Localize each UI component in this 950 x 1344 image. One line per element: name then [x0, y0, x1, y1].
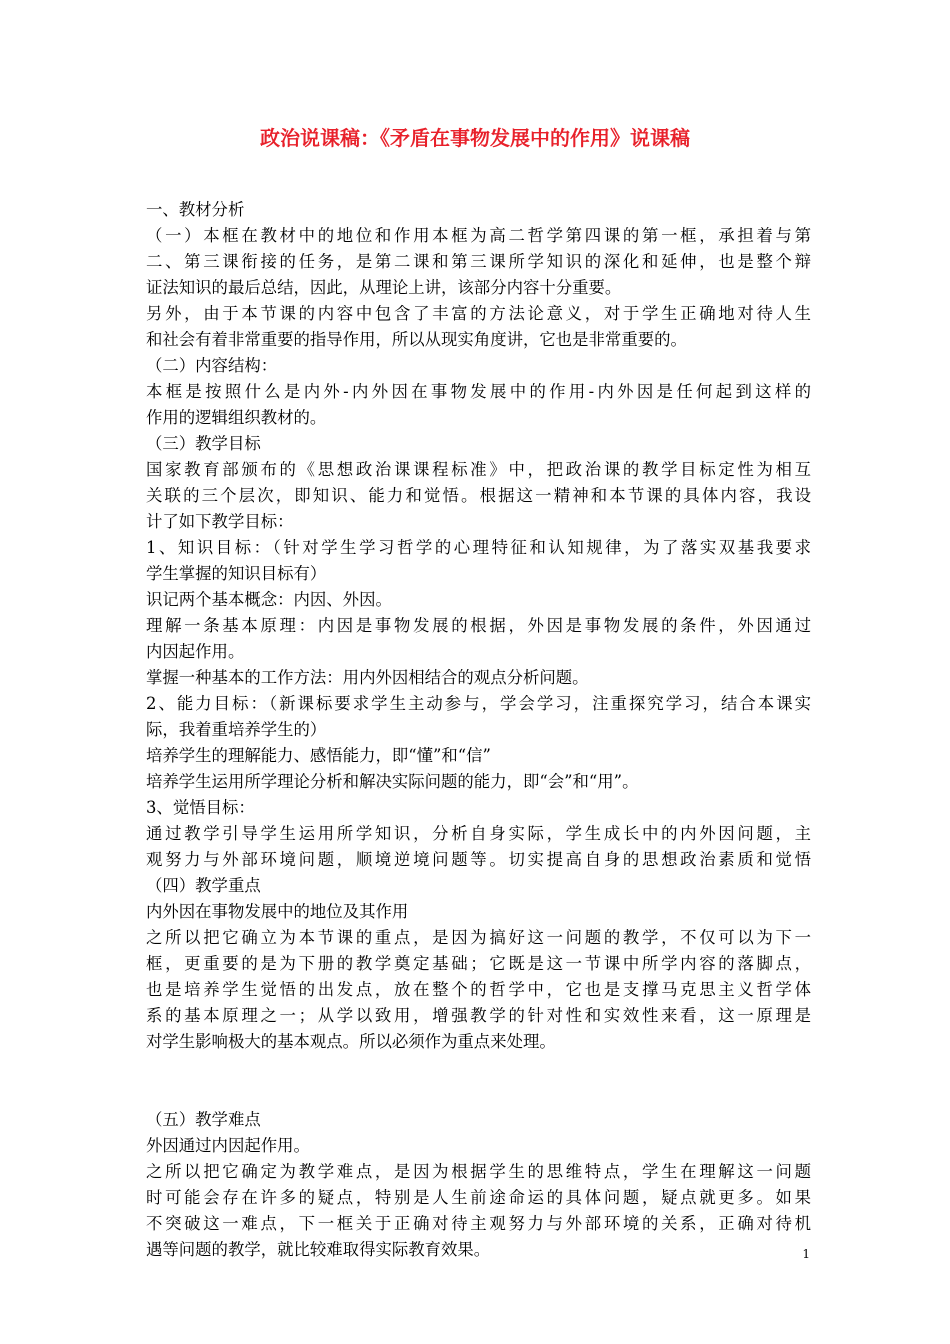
text-line: （三）教学目标	[146, 434, 261, 453]
text-line: 之所以把它确定为教学难点，是因为根据学生的思维特点，学生在理解这一问题	[146, 1162, 811, 1181]
text-line: 外因通过内因起作用。	[146, 1136, 310, 1155]
text-line: 培养学生的理解能力、感悟能力，即“懂”和“信”	[146, 746, 491, 765]
document-title: 政治说课稿：《矛盾在事物发展中的作用》说课稿	[260, 126, 690, 150]
text-line: 和社会有着非常重要的指导作用，所以从现实角度讲，它也是非常重要的。	[146, 330, 687, 349]
text-line: 之所以把它确立为本节课的重点，是因为搞好这一问题的教学，不仅可以为下一	[146, 928, 811, 947]
text-line: 内因起作用。	[146, 642, 245, 661]
body-section-main	[146, 197, 811, 1055]
text-line: （四）教学重点	[146, 876, 261, 895]
text-line: 2、能力目标：（新课标要求学生主动参与，学会学习，注重探究学习，结合本课实	[146, 694, 811, 713]
text-line: 另外，由于本节课的内容中包含了丰富的方法论意义，对于学生正确地对待人生	[146, 304, 811, 323]
text-line: 学生掌握的知识目标有）	[146, 564, 327, 583]
text-line: 一、教材分析	[146, 200, 245, 219]
text-line: 掌握一种基本的工作方法：用内外因相结合的观点分析问题。	[146, 668, 589, 687]
text-line: 对学生影响极大的基本观点。所以必须作为重点来处理。	[146, 1032, 556, 1051]
text-line: 本框是按照什么是内外-内外因在事物发展中的作用-内外因是任何起到这样的	[146, 382, 811, 401]
text-line: 框，更重要的是为下册的教学奠定基础；它既是这一节课中所学内容的落脚点，	[146, 954, 811, 973]
text-line: 国家教育部颁布的《思想政治课课程标准》中，把政治课的教学目标定性为相互	[146, 460, 811, 479]
text-line: 系的基本原理之一；从学以致用，增强教学的针对性和实效性来看，这一原理是	[146, 1006, 811, 1025]
text-line: 不突破这一难点，下一框关于正确对待主观努力与外部环境的关系，正确对待机	[146, 1214, 811, 1233]
text-line: 理解一条基本原理：内因是事物发展的根据，外因是事物发展的条件，外因通过	[146, 616, 811, 635]
text-line: 观努力与外部环境问题，顺境逆境问题等。切实提高自身的思想政治素质和觉悟	[146, 850, 811, 869]
text-line: 关联的三个层次，即知识、能力和觉悟。根据这一精神和本节课的具体内容，我设	[146, 486, 811, 505]
text-line: 二、第三课衔接的任务，是第二课和第三课所学知识的深化和延伸，也是整个辩	[146, 252, 811, 271]
text-line: 计了如下教学目标：	[146, 512, 294, 531]
text-line: （一）本框在教材中的地位和作用本框为高二哲学第四课的第一框，承担着与第	[146, 226, 811, 245]
page-number: 1	[802, 1247, 810, 1261]
text-line: 培养学生运用所学理论分析和解决实际问题的能力，即“会”和“用”。	[146, 772, 639, 791]
text-line: 也是培养学生觉悟的出发点，放在整个的哲学中，它也是支撑马克思主义哲学体	[146, 980, 811, 999]
text-line: 通过教学引导学生运用所学知识，分析自身实际，学生成长中的内外因问题，主	[146, 824, 811, 843]
text-line: 时可能会存在许多的疑点，特别是人生前途命运的具体问题，疑点就更多。如果	[146, 1188, 811, 1207]
body-section-difficulty	[146, 1107, 811, 1263]
text-line: 作用的逻辑组织教材的。	[146, 408, 327, 427]
text-line: （五）教学难点	[146, 1110, 261, 1129]
text-line: 际，我着重培养学生的）	[146, 720, 327, 739]
document-body	[146, 197, 811, 1263]
paragraph-gap	[146, 1055, 811, 1107]
text-line: 识记两个基本概念：内因、外因。	[146, 590, 392, 609]
text-line: 内外因在事物发展中的地位及其作用	[146, 902, 409, 921]
text-line: （二）内容结构：	[146, 356, 278, 375]
text-line: 遇等问题的教学，就比较难取得实际教育效果。	[146, 1240, 491, 1259]
text-line: 1、知识目标：（针对学生学习哲学的心理特征和认知规律，为了落实双基我要求	[146, 538, 811, 557]
text-line: 证法知识的最后总结，因此，从理论上讲，该部分内容十分重要。	[146, 278, 622, 297]
text-line: 3、觉悟目标：	[146, 798, 255, 817]
